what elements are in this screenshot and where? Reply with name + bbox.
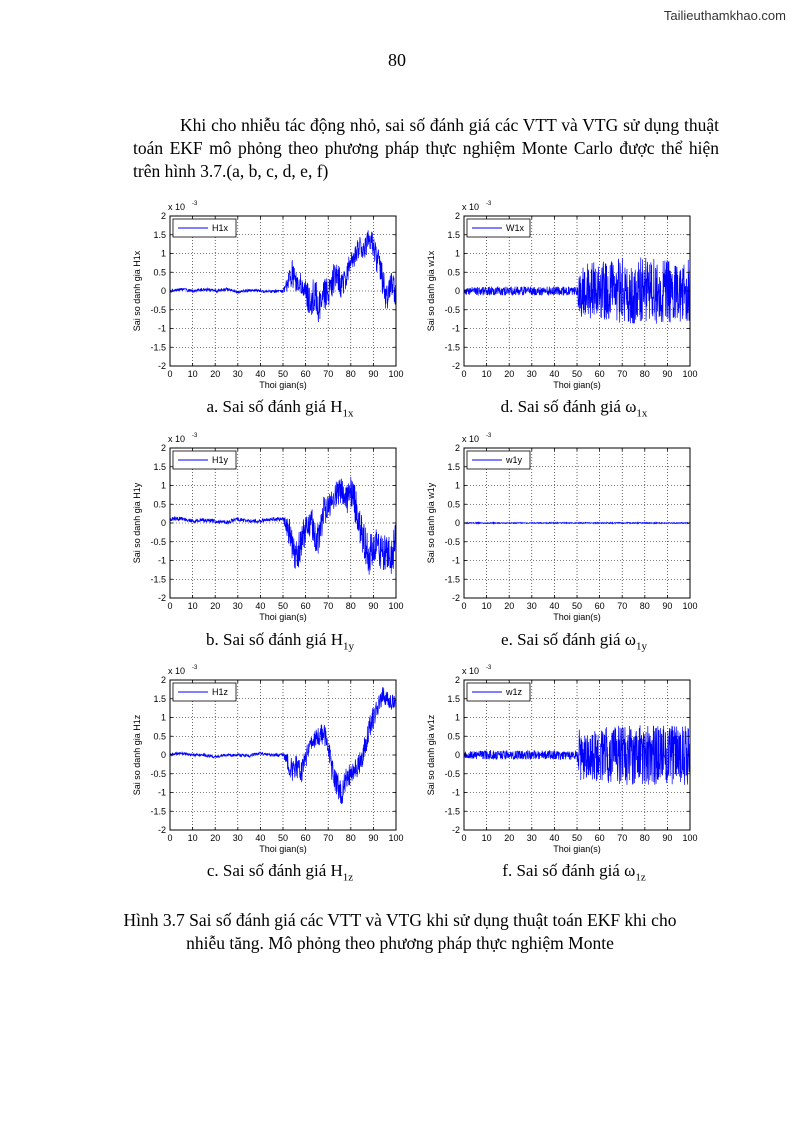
- y-tick-label: -1: [451, 555, 460, 566]
- caption-e-sub: 1y: [635, 640, 647, 653]
- x-tick-label: 10: [187, 601, 198, 611]
- legend-label: W1x: [506, 223, 524, 233]
- y-axis-label: Sai so danh gia w1y: [426, 482, 436, 564]
- x-tick-label: 60: [300, 833, 311, 843]
- chart-a: [130, 198, 410, 388]
- x-tick-label: 30: [232, 601, 243, 611]
- x-tick-label: 90: [662, 369, 673, 379]
- y-tick-label: 2: [160, 211, 166, 221]
- x-tick-label: 60: [300, 601, 311, 611]
- x-tick-label: 20: [210, 369, 221, 379]
- exponent-label: x 10: [462, 434, 480, 444]
- caption-f-sub: 1z: [635, 871, 646, 884]
- chart-panel-a: [130, 198, 410, 388]
- exponent-value: -3: [192, 433, 198, 439]
- caption-c: [130, 861, 430, 883]
- caption-e: [424, 630, 724, 652]
- caption-c-symbol: H: [330, 861, 343, 880]
- y-tick-label: -1.5: [444, 342, 460, 353]
- y-tick-label: 0: [454, 286, 460, 296]
- caption-f-prefix: f. Sai số đánh giá: [502, 861, 625, 880]
- chart-e: [424, 430, 704, 620]
- x-tick-label: 100: [388, 369, 404, 379]
- y-tick-label: 1: [160, 248, 166, 259]
- exponent-label: x 10: [462, 202, 480, 212]
- x-tick-label: 60: [594, 601, 605, 611]
- y-axis-label: Sai so danh gia w1z: [426, 714, 436, 796]
- y-tick-label: -1.5: [150, 806, 166, 817]
- exponent-value: -3: [192, 201, 198, 207]
- x-tick-label: 70: [617, 601, 628, 611]
- caption-b-prefix: b. Sai số đánh giá: [206, 630, 331, 649]
- legend: [173, 219, 236, 237]
- caption-b: [130, 630, 430, 652]
- exponent-label: x 10: [168, 434, 186, 444]
- exponent-label: x 10: [168, 202, 186, 212]
- y-tick-label: -1: [157, 323, 166, 334]
- x-tick-label: 30: [526, 369, 537, 379]
- y-tick-label: -1.5: [150, 342, 166, 353]
- x-tick-label: 30: [232, 833, 243, 843]
- y-tick-label: 0.5: [447, 267, 460, 278]
- x-tick-label: 50: [571, 601, 583, 611]
- watermark: Tailieuthamkhao.com: [663, 8, 786, 23]
- x-tick-label: 50: [571, 833, 583, 843]
- figure-caption: Hình 3.7 Sai số đánh giá các VTT và VTG khi sử dụng thuật toán EKF khi cho nhiễu tăng. Mô phỏng theo phương pháp thực nghiệm Monte: [123, 910, 677, 953]
- caption-a-symbol: H: [330, 397, 343, 416]
- x-tick-label: 20: [504, 369, 515, 379]
- y-tick-label: 1: [454, 480, 460, 491]
- legend: [467, 683, 530, 701]
- x-tick-label: 100: [388, 601, 404, 611]
- x-tick-label: 0: [461, 369, 467, 379]
- x-tick-label: 30: [232, 369, 243, 379]
- y-tick-label: -1: [451, 323, 460, 334]
- y-tick-label: -1: [451, 787, 460, 798]
- y-tick-label: 0.5: [447, 499, 460, 510]
- x-axis-label: Thoi gian(s): [553, 844, 601, 854]
- page-number: 80: [388, 50, 406, 70]
- x-axis-label: Thoi gian(s): [553, 380, 601, 390]
- x-tick-label: 40: [255, 601, 266, 611]
- y-tick-label: -2: [451, 825, 460, 835]
- x-tick-label: 50: [571, 369, 583, 379]
- x-tick-label: 20: [504, 833, 515, 843]
- caption-d-sub: 1x: [636, 407, 648, 420]
- x-axis-label: Thoi gian(s): [553, 612, 601, 622]
- x-tick-label: 0: [167, 369, 173, 379]
- legend: [173, 451, 236, 469]
- x-tick-label: 80: [639, 369, 650, 379]
- exponent-value: -3: [486, 433, 492, 439]
- chart-c: [130, 662, 410, 852]
- chart-panel-c: [130, 662, 410, 852]
- caption-f: [424, 861, 724, 883]
- x-tick-label: 10: [187, 369, 198, 379]
- chart-panel-f: [424, 662, 704, 852]
- x-axis-label: Thoi gian(s): [259, 612, 307, 622]
- y-tick-label: 2: [454, 675, 460, 685]
- y-tick-label: 2: [454, 211, 460, 221]
- y-tick-label: -1: [157, 555, 166, 566]
- caption-d-symbol: ω: [625, 397, 637, 416]
- y-tick-label: 1: [160, 712, 166, 723]
- x-tick-label: 60: [300, 369, 311, 379]
- y-tick-label: -1: [157, 787, 166, 798]
- x-tick-label: 10: [481, 833, 492, 843]
- y-tick-label: 1: [454, 248, 460, 259]
- x-tick-label: 80: [345, 369, 356, 379]
- x-tick-label: 30: [526, 833, 537, 843]
- caption-e-prefix: e. Sai số đánh giá: [501, 630, 625, 649]
- legend-label: H1x: [212, 223, 229, 233]
- caption-d-prefix: d. Sai số đánh giá: [500, 397, 626, 416]
- x-tick-label: 100: [682, 369, 698, 379]
- y-axis-label: Sai so danh gia H1y: [132, 482, 142, 564]
- y-tick-label: -1.5: [444, 574, 460, 585]
- legend: [467, 219, 530, 237]
- y-tick-label: 0.5: [153, 731, 166, 742]
- y-tick-label: 1.5: [447, 229, 460, 240]
- y-tick-label: 0.5: [153, 267, 166, 278]
- exponent-value: -3: [192, 665, 198, 671]
- y-tick-label: -0.5: [444, 536, 460, 547]
- exponent-label: x 10: [168, 666, 186, 676]
- x-tick-label: 50: [277, 833, 289, 843]
- x-tick-label: 40: [549, 369, 560, 379]
- x-tick-label: 60: [594, 833, 605, 843]
- x-tick-label: 10: [481, 369, 492, 379]
- y-tick-label: 0.5: [447, 731, 460, 742]
- x-axis-label: Thoi gian(s): [259, 844, 307, 854]
- y-axis-label: Sai so danh gia H1x: [132, 250, 142, 332]
- y-tick-label: 1.5: [447, 693, 460, 704]
- y-axis-label: Sai so danh gia H1z: [132, 714, 142, 796]
- y-tick-label: -2: [157, 825, 166, 835]
- legend-label: w1y: [506, 455, 523, 465]
- chart-panel-d: [424, 198, 704, 388]
- caption-c-sub: 1z: [342, 871, 354, 884]
- y-tick-label: 0: [454, 518, 460, 528]
- x-tick-label: 90: [662, 601, 673, 611]
- y-tick-label: 0: [160, 518, 166, 528]
- x-tick-label: 100: [682, 601, 698, 611]
- exponent-label: x 10: [462, 666, 480, 676]
- caption-b-symbol: H: [330, 630, 343, 649]
- x-tick-label: 50: [277, 601, 289, 611]
- legend: [173, 683, 236, 701]
- x-tick-label: 20: [504, 601, 515, 611]
- y-tick-label: -1.5: [444, 806, 460, 817]
- x-tick-label: 70: [323, 833, 334, 843]
- x-tick-label: 80: [345, 601, 356, 611]
- caption-b-sub: 1y: [342, 640, 354, 653]
- caption-c-prefix: c. Sai số đánh giá: [206, 861, 331, 880]
- y-tick-label: -0.5: [444, 768, 460, 779]
- caption-a-sub: 1x: [342, 407, 354, 420]
- x-tick-label: 90: [368, 369, 379, 379]
- x-tick-label: 40: [549, 833, 560, 843]
- y-tick-label: -0.5: [150, 768, 166, 779]
- legend: [467, 451, 530, 469]
- caption-a-prefix: a. Sai số đánh giá: [206, 397, 331, 416]
- x-tick-label: 100: [682, 833, 698, 843]
- chart-b: [130, 430, 410, 620]
- y-tick-label: 1.5: [153, 229, 166, 240]
- y-tick-label: -2: [451, 361, 460, 371]
- x-tick-label: 70: [323, 601, 334, 611]
- y-tick-label: -0.5: [444, 304, 460, 315]
- x-tick-label: 80: [639, 833, 650, 843]
- caption-a: [130, 397, 430, 419]
- y-tick-label: 1: [454, 712, 460, 723]
- y-tick-label: 0.5: [153, 499, 166, 510]
- x-tick-label: 70: [617, 833, 628, 843]
- chart-panel-e: [424, 430, 704, 620]
- caption-e-symbol: ω: [624, 630, 636, 649]
- x-axis-label: Thoi gian(s): [259, 380, 307, 390]
- x-tick-label: 100: [388, 833, 404, 843]
- y-axis-label: Sai so danh gia w1x: [426, 250, 436, 332]
- y-tick-label: 1.5: [153, 461, 166, 472]
- x-tick-label: 20: [210, 833, 221, 843]
- x-tick-label: 0: [167, 833, 173, 843]
- x-tick-label: 50: [277, 369, 289, 379]
- x-tick-label: 40: [255, 833, 266, 843]
- x-tick-label: 30: [526, 601, 537, 611]
- exponent-value: -3: [486, 665, 492, 671]
- x-tick-label: 90: [662, 833, 673, 843]
- x-tick-label: 70: [323, 369, 334, 379]
- x-tick-label: 10: [187, 833, 198, 843]
- y-tick-label: -2: [157, 361, 166, 371]
- chart-d: [424, 198, 704, 388]
- legend-label: w1z: [506, 687, 523, 697]
- y-tick-label: 0: [454, 750, 460, 760]
- x-tick-label: 40: [549, 601, 560, 611]
- y-tick-label: 1.5: [447, 461, 460, 472]
- y-tick-label: -2: [451, 593, 460, 603]
- y-tick-label: 2: [160, 443, 166, 453]
- y-tick-label: 0: [160, 750, 166, 760]
- x-tick-label: 40: [255, 369, 266, 379]
- exponent-value: -3: [486, 201, 492, 207]
- y-tick-label: -0.5: [150, 536, 166, 547]
- y-tick-label: -1.5: [150, 574, 166, 585]
- legend-label: H1z: [212, 687, 229, 697]
- y-tick-label: -2: [157, 593, 166, 603]
- y-tick-label: 1: [160, 480, 166, 491]
- x-tick-label: 90: [368, 833, 379, 843]
- x-tick-label: 20: [210, 601, 221, 611]
- x-tick-label: 80: [345, 833, 356, 843]
- chart-f: [424, 662, 704, 852]
- y-tick-label: 1.5: [153, 693, 166, 704]
- y-tick-label: 2: [160, 675, 166, 685]
- x-tick-label: 0: [167, 601, 173, 611]
- y-tick-label: -0.5: [150, 304, 166, 315]
- x-tick-label: 90: [368, 601, 379, 611]
- caption-f-symbol: ω: [624, 861, 636, 880]
- x-tick-label: 80: [639, 601, 650, 611]
- chart-panel-b: [130, 430, 410, 620]
- x-tick-label: 0: [461, 833, 467, 843]
- x-tick-label: 0: [461, 601, 467, 611]
- x-tick-label: 60: [594, 369, 605, 379]
- y-tick-label: 2: [454, 443, 460, 453]
- x-tick-label: 10: [481, 601, 492, 611]
- caption-d: [424, 397, 724, 419]
- y-tick-label: 0: [160, 286, 166, 296]
- legend-label: H1y: [212, 455, 229, 465]
- intro-paragraph: Khi cho nhiễu tác động nhỏ, sai số đánh giá các VTT và VTG sử dụng thuật toán EKF mô phỏng theo phương pháp thực nghiệm Monte Carlo được thể hiện trên hình 3.7.(a, b, c, d, e, f): [133, 115, 719, 181]
- x-tick-label: 70: [617, 369, 628, 379]
